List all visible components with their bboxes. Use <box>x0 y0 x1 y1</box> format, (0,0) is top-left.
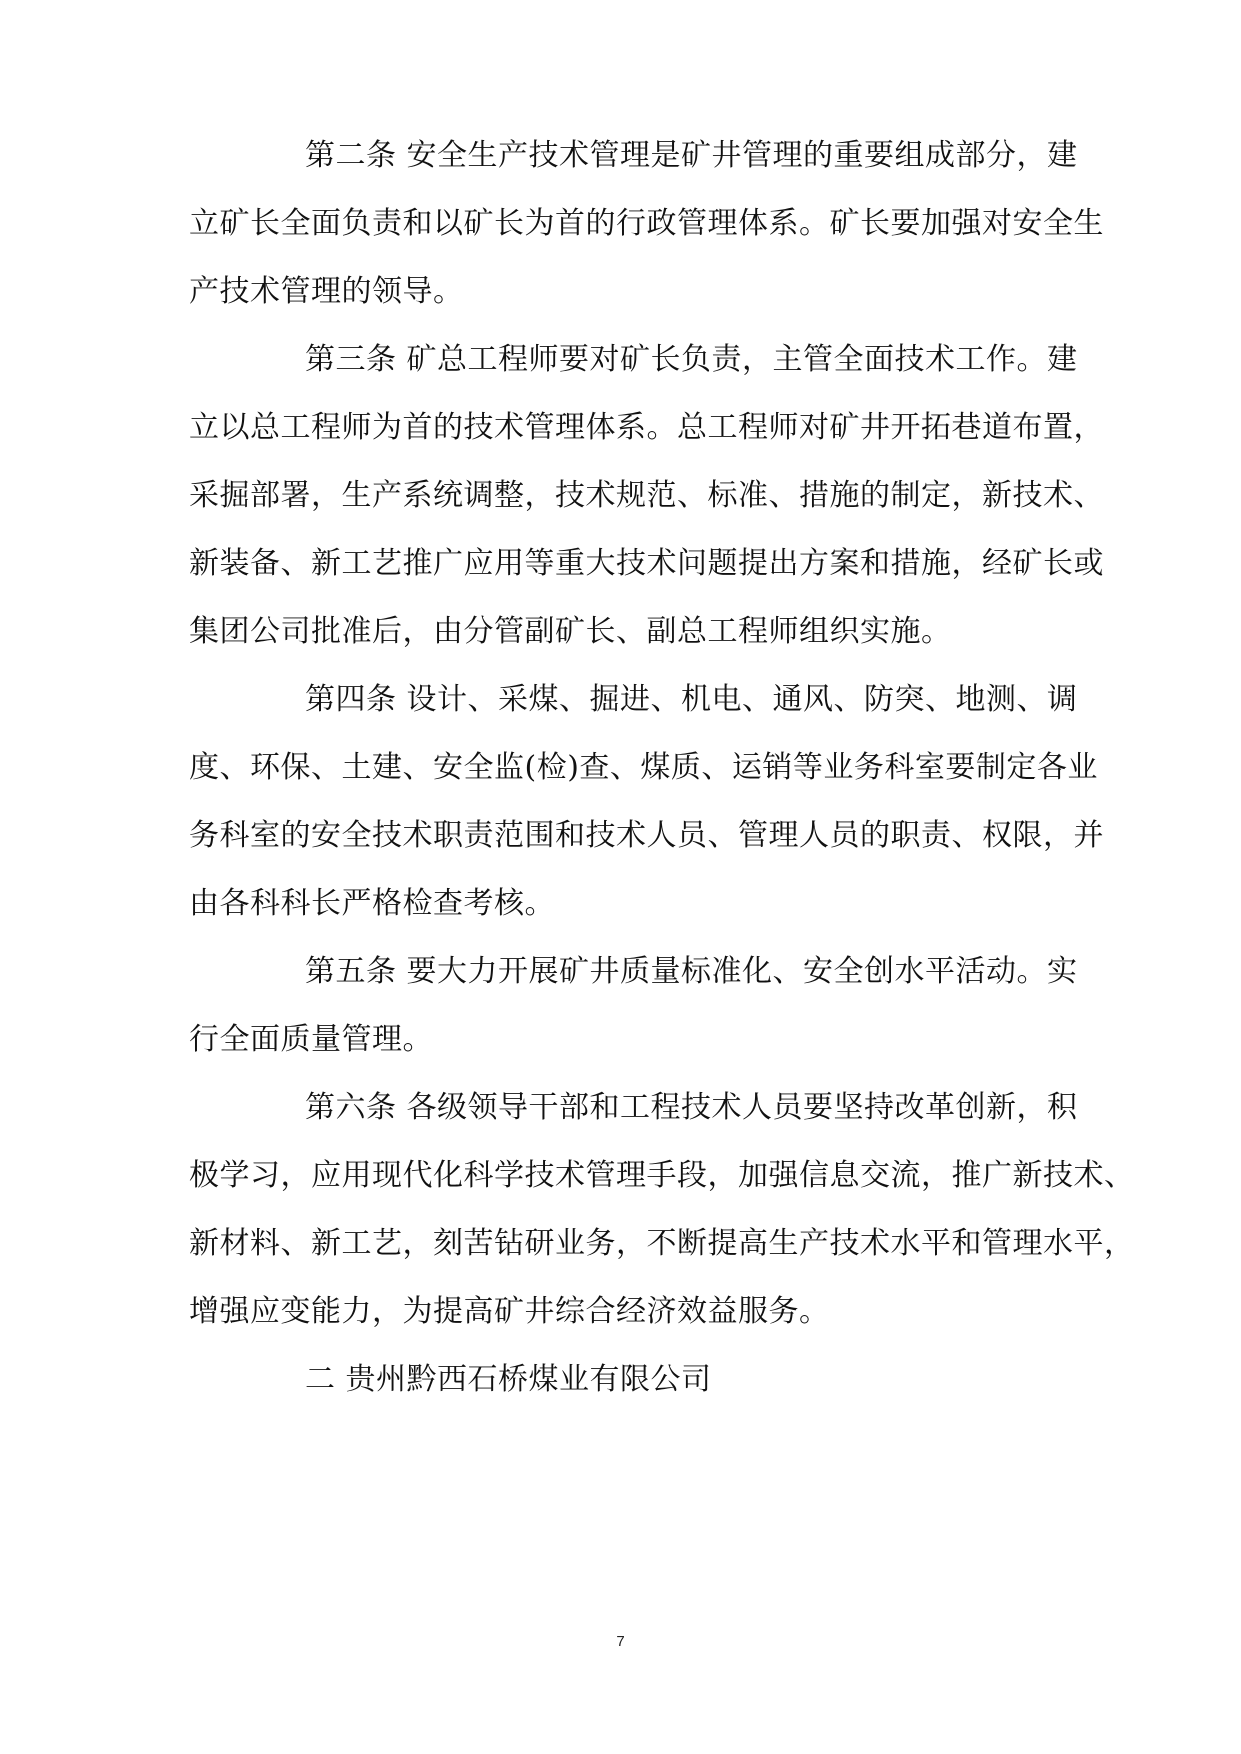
article-4-line-4: 由各科科长严格检查考核。 <box>189 886 555 921</box>
section-heading: 二 贵州黔西石桥煤业有限公司 <box>305 1362 712 1397</box>
article-4-line-2: 度、环保、土建、安全监(检)查、煤质、运销等业务科室要制定各业 <box>189 750 1098 785</box>
article-6-line-2: 极学习，应用现代化科学技术管理手段，加强信息交流，推广新技术、 <box>189 1158 1135 1193</box>
article-6-line-1: 第六条 各级领导干部和工程技术人员要坚持改革创新，积 <box>305 1090 1078 1125</box>
article-4-line-1: 第四条 设计、采煤、掘进、机电、通风、防突、地测、调 <box>305 682 1078 717</box>
article-2-line-2: 立矿长全面负责和以矿长为首的行政管理体系。矿长要加强对安全生 <box>189 206 1104 241</box>
article-6-line-4: 增强应变能力，为提高矿井综合经济效益服务。 <box>189 1294 830 1329</box>
article-4-line-3: 务科室的安全技术职责范围和技术人员、管理人员的职责、权限，并 <box>189 818 1104 853</box>
article-3-line-3: 采掘部署，生产系统调整，技术规范、标准、措施的制定，新技术、 <box>189 478 1104 513</box>
article-2-line-3: 产技术管理的领导。 <box>189 274 464 309</box>
article-6-line-3: 新材料、新工艺，刻苦钻研业务，不断提高生产技术水平和管理水平， <box>189 1226 1135 1261</box>
article-5-line-2: 行全面质量管理。 <box>189 1022 433 1057</box>
article-2-line-1: 第二条 安全生产技术管理是矿井管理的重要组成部分，建 <box>305 138 1078 173</box>
article-3-line-5: 集团公司批准后，由分管副矿长、副总工程师组织实施。 <box>189 614 952 649</box>
article-3-line-4: 新装备、新工艺推广应用等重大技术问题提出方案和措施，经矿长或 <box>189 546 1104 581</box>
article-3-line-2: 立以总工程师为首的技术管理体系。总工程师对矿井开拓巷道布置， <box>189 410 1104 445</box>
page-number: 7 <box>616 1633 625 1650</box>
article-3-line-1: 第三条 矿总工程师要对矿长负责，主管全面技术工作。建 <box>305 342 1078 377</box>
article-5-line-1: 第五条 要大力开展矿井质量标准化、安全创水平活动。实 <box>305 954 1078 989</box>
